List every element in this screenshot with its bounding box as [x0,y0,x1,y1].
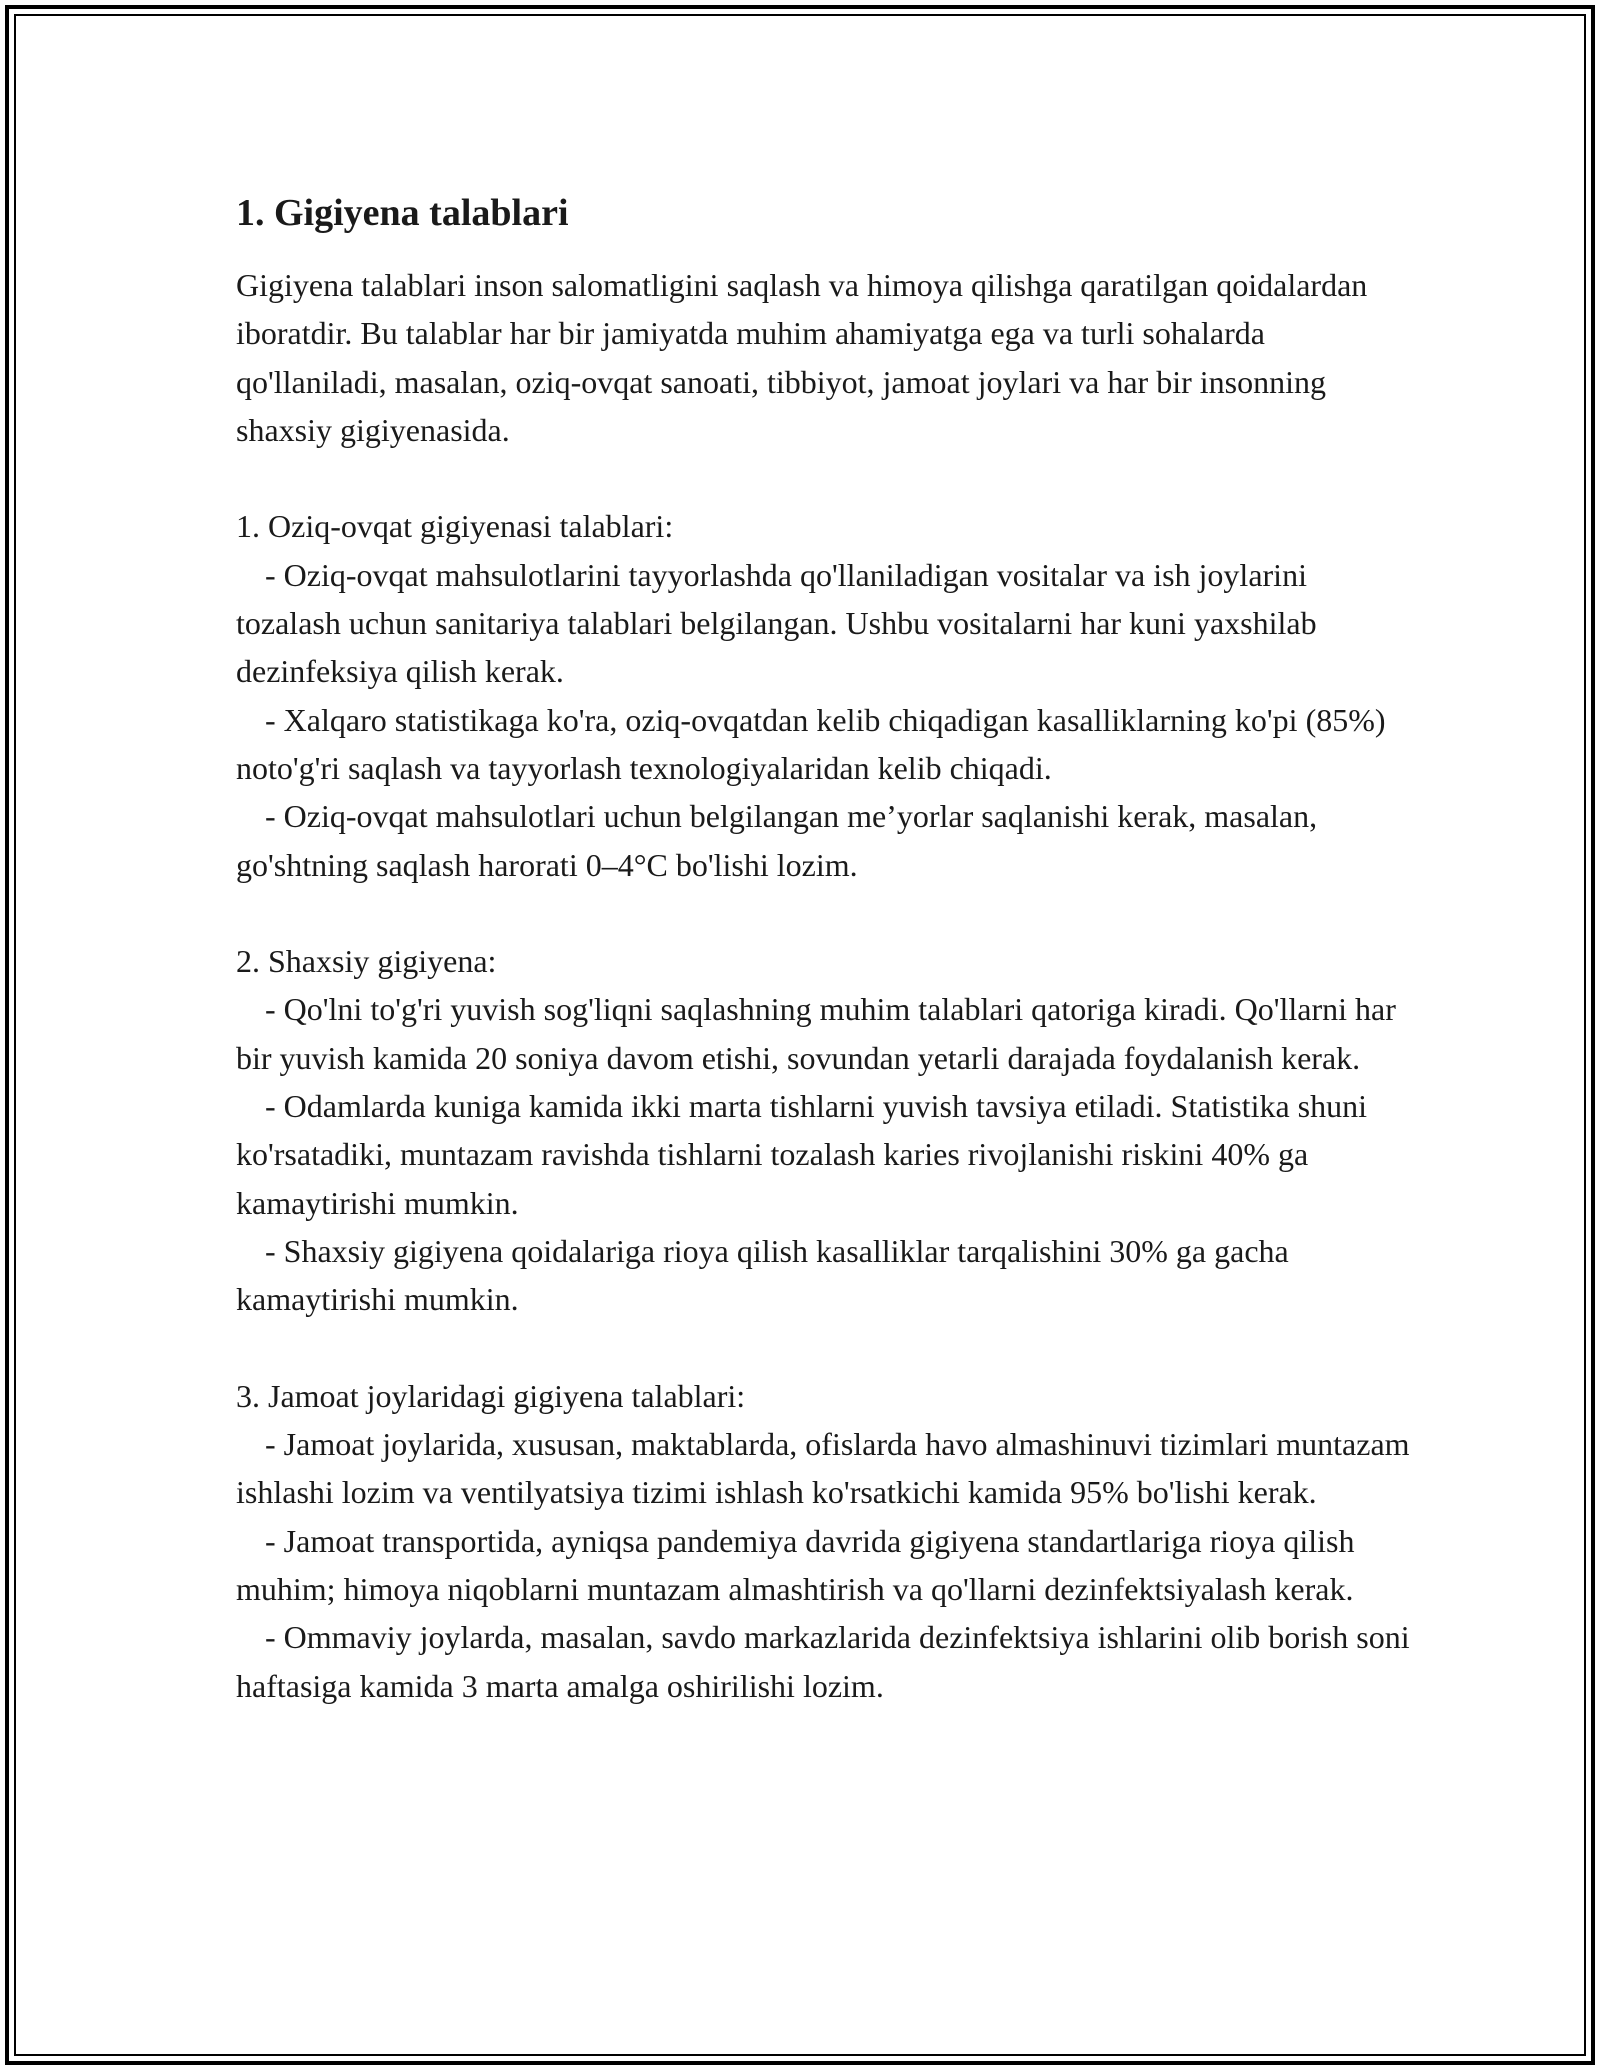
section-heading: 3. Jamoat joylaridagi gigiyena talablari: [236,1377,746,1414]
list-item [236,696,1416,793]
list-item [236,1420,1416,1517]
intro-paragraph: Gigiyena talablari inson salomatligini saqlash va himoya qilishga qaratilgan qoidalardan iboratdir. Bu talablar har bir jamiyatda muhim ahamiyatga ega va turli sohalarda qo'llaniladi, masalan, oziq-ovqat sanoati, tibbiyot, jamoat joylari va har bir insonning shaxsiy gigiyenasida. [236,267,1368,448]
list-item [236,1227,1416,1324]
section-personal-hygiene [236,937,1416,1323]
bullet-text: - Oziq-ovqat mahsulotlari uchun belgilangan me’yorlar saqlanishi kerak, masalan, go'shtning saqlash harorati 0–4°C bo'lishi lozim. [236,798,1318,883]
list-item [236,1613,1416,1710]
bullet-text: - Ommaviy joylarda, masalan, savdo markazlarida dezinfektsiya ishlarini olib borish soni haftasiga kamida 3 marta amalga oshirilishi lozim. [236,1619,1410,1704]
list-item [236,985,1416,1082]
list-item [236,1082,1416,1227]
document-body [236,185,1416,1710]
bullet-text: - Qo'lni to'g'ri yuvish sog'liqni saqlashning muhim talablari qatoriga kiradi. Qo'llarni har bir yuvish kamida 20 soniya davom etishi, sovundan yetarli darajada foydalanish kerak. [236,991,1396,1076]
bullet-text: - Oziq-ovqat mahsulotlarini tayyorlashda qo'llaniladigan vositalar va ish joylarini tozalash uchun sanitariya talablari belgilangan. Ushbu vositalarni har kuni yaxshilab dezinfeksiya qilish kerak. [236,556,1317,690]
list-item [236,551,1416,696]
section-food-hygiene [236,502,1416,888]
list-item [236,792,1416,889]
bullet-text: - Odamlarda kuniga kamida ikki marta tishlarni yuvish tavsiya etiladi. Statistika shuni ko'rsatadiki, muntazam ravishda tishlarni tozalash karies rivojlanishi riskini 40% ga kamaytirishi mumkin. [236,1088,1367,1221]
bullet-text: - Jamoat joylarida, xususan, maktablarda, ofislarda havo almashinuvi tizimlari muntazam ishlashi lozim va ventilyatsiya tizimi ishlash ko'rsatkichi kamida 95% bo'lishi kerak. [236,1426,1410,1511]
bullet-text: - Shaxsiy gigiyena qoidalariga rioya qilish kasalliklar tarqalishini 30% ga gacha kamaytirishi mumkin. [236,1232,1289,1318]
section-heading: 2. Shaxsiy gigiyena: [236,943,497,980]
section-heading: 1. Oziq-ovqat gigiyenasi talablari: [236,508,674,545]
document-title: 1. Gigiyena talablari [236,192,569,234]
bullet-text: - Jamoat transportida, ayniqsa pandemiya davrida gigiyena standartlariga rioya qilish muhim; himoya niqoblarni muntazam almashtirish va qo'llarni dezinfektsiyalash kerak. [236,1522,1355,1608]
list-item [236,1517,1416,1614]
bullet-text: - Xalqaro statistikaga ko'ra, oziq-ovqatdan kelib chiqadigan kasalliklarning ko'pi (85%) noto'g'ri saqlash va tayyorlash texnologiyalaridan kelib chiqadi. [236,701,1386,786]
section-public-places [236,1372,1416,1710]
